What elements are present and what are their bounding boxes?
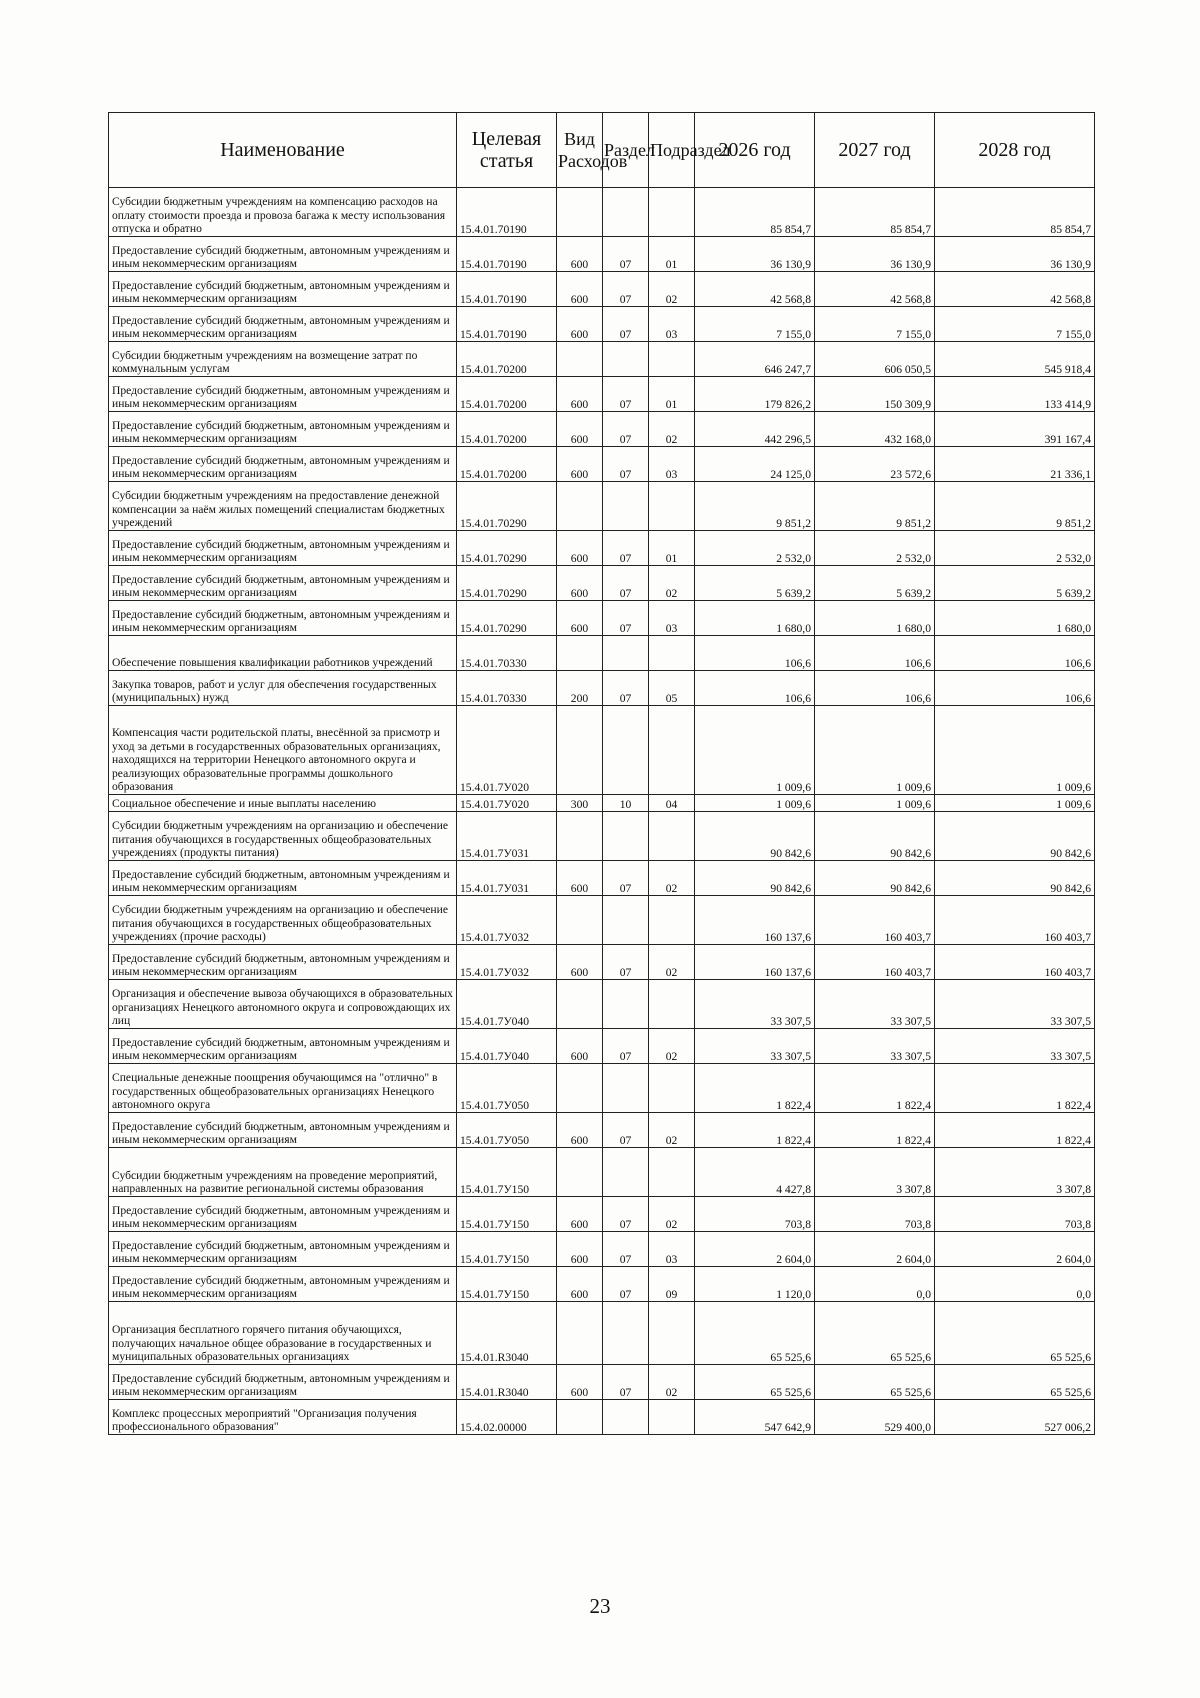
row-value-2026: 24 125,0 (695, 447, 815, 482)
row-value-2028: 160 403,7 (935, 896, 1095, 945)
row-target-article: 15.4.01.70290 (457, 531, 557, 566)
row-expense-type: 600 (557, 377, 603, 412)
row-value-2027: 160 403,7 (815, 945, 935, 980)
table-row (109, 412, 1095, 447)
table-row (109, 342, 1095, 377)
table-row (109, 1197, 1095, 1232)
row-value-2027: 5 639,2 (815, 566, 935, 601)
row-value-2027: 606 050,5 (815, 342, 935, 377)
row-name: Специальные денежные поощрения обучающимся на "отлично" в государственных общеобразовательных организациях Ненецкого автономного округа (109, 1064, 457, 1113)
row-target-article: 15.4.01.7У020 (457, 795, 557, 812)
row-value-2028: 65 525,6 (935, 1365, 1095, 1400)
row-subsection (649, 980, 695, 1029)
row-expense-type (557, 706, 603, 795)
row-subsection: 02 (649, 1365, 695, 1400)
row-value-2026: 160 137,6 (695, 896, 815, 945)
row-subsection: 03 (649, 307, 695, 342)
row-expense-type: 600 (557, 1197, 603, 1232)
table-row (109, 1232, 1095, 1267)
row-value-2026: 9 851,2 (695, 482, 815, 531)
header-expense-type: Вид Расходов (557, 113, 603, 188)
row-value-2026: 160 137,6 (695, 945, 815, 980)
row-section: 07 (603, 601, 649, 636)
row-value-2028: 21 336,1 (935, 447, 1095, 482)
row-value-2027: 7 155,0 (815, 307, 935, 342)
table-row (109, 861, 1095, 896)
row-value-2028: 1 822,4 (935, 1064, 1095, 1113)
row-expense-type (557, 1148, 603, 1197)
row-value-2026: 547 642,9 (695, 1400, 815, 1435)
row-target-article: 15.4.01.R3040 (457, 1365, 557, 1400)
row-value-2028: 3 307,8 (935, 1148, 1095, 1197)
row-subsection: 01 (649, 531, 695, 566)
budget-table (108, 112, 1095, 1435)
table-row (109, 1365, 1095, 1400)
row-value-2026: 90 842,6 (695, 861, 815, 896)
table-row (109, 1148, 1095, 1197)
row-target-article: 15.4.01.R3040 (457, 1302, 557, 1365)
row-target-article: 15.4.01.70200 (457, 447, 557, 482)
row-subsection: 05 (649, 671, 695, 706)
row-section: 07 (603, 447, 649, 482)
row-value-2027: 90 842,6 (815, 861, 935, 896)
row-expense-type: 600 (557, 861, 603, 896)
table-row (109, 1113, 1095, 1148)
row-target-article: 15.4.01.70190 (457, 237, 557, 272)
row-name: Организация и обеспечение вывоза обучающихся в образовательных организациях Ненецкого автономного округа и сопровождающих их лиц (109, 980, 457, 1029)
row-target-article: 15.4.01.7У050 (457, 1064, 557, 1113)
row-target-article: 15.4.01.70200 (457, 342, 557, 377)
row-expense-type: 600 (557, 601, 603, 636)
row-value-2028: 42 568,8 (935, 272, 1095, 307)
row-expense-type: 200 (557, 671, 603, 706)
table-row (109, 447, 1095, 482)
row-value-2027: 9 851,2 (815, 482, 935, 531)
row-value-2027: 23 572,6 (815, 447, 935, 482)
row-name: Предоставление субсидий бюджетным, автономным учреждениям и иным некоммерческим организациям (109, 377, 457, 412)
row-expense-type (557, 188, 603, 237)
row-section: 07 (603, 1029, 649, 1064)
row-expense-type: 600 (557, 566, 603, 601)
row-value-2027: 150 309,9 (815, 377, 935, 412)
row-value-2028: 545 918,4 (935, 342, 1095, 377)
row-value-2028: 1 009,6 (935, 795, 1095, 812)
table-row (109, 1400, 1095, 1435)
row-value-2028: 5 639,2 (935, 566, 1095, 601)
row-section: 07 (603, 1365, 649, 1400)
row-expense-type (557, 1400, 603, 1435)
row-target-article: 15.4.01.7У020 (457, 706, 557, 795)
row-value-2026: 33 307,5 (695, 1029, 815, 1064)
row-name: Комплекс процессных мероприятий "Организация получения профессионального образования" (109, 1400, 457, 1435)
row-value-2027: 106,6 (815, 636, 935, 671)
row-section: 07 (603, 272, 649, 307)
row-section (603, 1148, 649, 1197)
row-expense-type (557, 980, 603, 1029)
row-name: Закупка товаров, работ и услуг для обеспечения государственных (муниципальных) нужд (109, 671, 457, 706)
table-row (109, 671, 1095, 706)
row-target-article: 15.4.01.7У032 (457, 945, 557, 980)
header-subsection: Подраздел (649, 113, 695, 188)
table-row (109, 377, 1095, 412)
row-subsection (649, 636, 695, 671)
row-section: 07 (603, 377, 649, 412)
row-target-article: 15.4.01.7У150 (457, 1232, 557, 1267)
row-name: Предоставление субсидий бюджетным, автономным учреждениям и иным некоммерческим организациям (109, 1232, 457, 1267)
row-name: Организация бесплатного горячего питания обучающихся, получающих начальное общее образование в государственных и муниципальных образовательных организациях (109, 1302, 457, 1365)
row-value-2027: 3 307,8 (815, 1148, 935, 1197)
header-2026: 2026 год (695, 113, 815, 188)
row-value-2028: 391 167,4 (935, 412, 1095, 447)
row-subsection (649, 896, 695, 945)
row-section (603, 636, 649, 671)
row-subsection: 02 (649, 1197, 695, 1232)
table-row (109, 896, 1095, 945)
row-name: Социальное обеспечение и иные выплаты населению (109, 795, 457, 812)
header-2028: 2028 год (935, 113, 1095, 188)
row-value-2026: 5 639,2 (695, 566, 815, 601)
row-value-2026: 85 854,7 (695, 188, 815, 237)
row-value-2026: 106,6 (695, 671, 815, 706)
row-value-2026: 1 120,0 (695, 1267, 815, 1302)
row-value-2026: 90 842,6 (695, 812, 815, 861)
row-value-2027: 90 842,6 (815, 812, 935, 861)
row-target-article: 15.4.01.7У032 (457, 896, 557, 945)
row-value-2028: 85 854,7 (935, 188, 1095, 237)
row-target-article: 15.4.01.70190 (457, 272, 557, 307)
row-subsection (649, 1302, 695, 1365)
row-subsection: 02 (649, 272, 695, 307)
row-value-2027: 85 854,7 (815, 188, 935, 237)
table-row (109, 1064, 1095, 1113)
page-number: 23 (589, 1594, 611, 1618)
row-expense-type: 600 (557, 447, 603, 482)
row-expense-type (557, 812, 603, 861)
row-section (603, 896, 649, 945)
row-value-2027: 529 400,0 (815, 1400, 935, 1435)
row-expense-type (557, 1302, 603, 1365)
row-value-2028: 90 842,6 (935, 812, 1095, 861)
row-section: 07 (603, 1197, 649, 1232)
row-expense-type: 600 (557, 272, 603, 307)
row-section: 07 (603, 945, 649, 980)
row-subsection: 01 (649, 237, 695, 272)
row-target-article: 15.4.01.7У050 (457, 1113, 557, 1148)
row-value-2026: 42 568,8 (695, 272, 815, 307)
row-subsection: 03 (649, 1232, 695, 1267)
table-row (109, 307, 1095, 342)
row-value-2027: 33 307,5 (815, 1029, 935, 1064)
row-value-2026: 1 009,6 (695, 706, 815, 795)
row-value-2026: 1 822,4 (695, 1113, 815, 1148)
row-section: 10 (603, 795, 649, 812)
row-name: Предоставление субсидий бюджетным, автономным учреждениям и иным некоммерческим организациям (109, 861, 457, 896)
row-value-2028: 0,0 (935, 1267, 1095, 1302)
row-value-2026: 4 427,8 (695, 1148, 815, 1197)
row-expense-type: 600 (557, 1113, 603, 1148)
row-target-article: 15.4.01.70290 (457, 601, 557, 636)
row-subsection (649, 482, 695, 531)
row-value-2027: 1 009,6 (815, 706, 935, 795)
row-value-2026: 36 130,9 (695, 237, 815, 272)
row-target-article: 15.4.01.70200 (457, 412, 557, 447)
row-section: 07 (603, 412, 649, 447)
table-row (109, 980, 1095, 1029)
row-name: Предоставление субсидий бюджетным, автономным учреждениям и иным некоммерческим организациям (109, 1267, 457, 1302)
row-subsection: 04 (649, 795, 695, 812)
row-name: Предоставление субсидий бюджетным, автономным учреждениям и иным некоммерческим организациям (109, 447, 457, 482)
row-expense-type: 600 (557, 237, 603, 272)
table-row (109, 945, 1095, 980)
table-row (109, 237, 1095, 272)
row-value-2026: 2 604,0 (695, 1232, 815, 1267)
row-section: 07 (603, 237, 649, 272)
row-value-2027: 432 168,0 (815, 412, 935, 447)
header-name: Наименование (109, 113, 457, 188)
row-section: 07 (603, 1113, 649, 1148)
row-value-2026: 7 155,0 (695, 307, 815, 342)
row-name: Предоставление субсидий бюджетным, автономным учреждениям и иным некоммерческим организациям (109, 272, 457, 307)
row-target-article: 15.4.01.7У150 (457, 1197, 557, 1232)
row-value-2026: 65 525,6 (695, 1365, 815, 1400)
table-row (109, 1029, 1095, 1064)
row-subsection: 02 (649, 566, 695, 601)
row-value-2026: 179 826,2 (695, 377, 815, 412)
row-target-article: 15.4.01.7У150 (457, 1148, 557, 1197)
row-subsection (649, 1148, 695, 1197)
table-row (109, 482, 1095, 531)
row-subsection (649, 812, 695, 861)
header-section: Раздел (603, 113, 649, 188)
row-expense-type (557, 342, 603, 377)
row-value-2028: 2 532,0 (935, 531, 1095, 566)
row-section (603, 188, 649, 237)
row-value-2027: 1 009,6 (815, 795, 935, 812)
row-value-2026: 33 307,5 (695, 980, 815, 1029)
row-expense-type: 600 (557, 1365, 603, 1400)
row-value-2027: 33 307,5 (815, 980, 935, 1029)
row-subsection: 03 (649, 601, 695, 636)
table-row (109, 706, 1095, 795)
row-target-article: 15.4.01.70330 (457, 671, 557, 706)
row-value-2027: 1 822,4 (815, 1113, 935, 1148)
row-value-2026: 2 532,0 (695, 531, 815, 566)
row-expense-type: 600 (557, 1029, 603, 1064)
row-value-2027: 65 525,6 (815, 1302, 935, 1365)
row-value-2027: 0,0 (815, 1267, 935, 1302)
row-value-2028: 2 604,0 (935, 1232, 1095, 1267)
row-value-2027: 1 680,0 (815, 601, 935, 636)
row-value-2026: 1 009,6 (695, 795, 815, 812)
row-value-2028: 33 307,5 (935, 980, 1095, 1029)
row-section: 07 (603, 671, 649, 706)
row-section (603, 812, 649, 861)
row-subsection: 02 (649, 412, 695, 447)
row-name: Субсидии бюджетным учреждениям на компенсацию расходов на оплату стоимости проезда и провоза багажа к месту использования отпуска и обратно (109, 188, 457, 237)
row-section: 07 (603, 861, 649, 896)
table-row (109, 795, 1095, 812)
row-section (603, 1400, 649, 1435)
row-section (603, 706, 649, 795)
table-row (109, 1302, 1095, 1365)
row-target-article: 15.4.01.7У040 (457, 980, 557, 1029)
row-section (603, 342, 649, 377)
row-value-2027: 65 525,6 (815, 1365, 935, 1400)
table-header-row (109, 113, 1095, 188)
row-value-2027: 2 532,0 (815, 531, 935, 566)
row-value-2028: 133 414,9 (935, 377, 1095, 412)
row-subsection: 02 (649, 945, 695, 980)
row-name: Предоставление субсидий бюджетным, автономным учреждениям и иным некоммерческим организациям (109, 1365, 457, 1400)
row-subsection: 02 (649, 1113, 695, 1148)
row-expense-type: 600 (557, 945, 603, 980)
row-expense-type (557, 1064, 603, 1113)
row-section (603, 980, 649, 1029)
row-name: Компенсация части родительской платы, внесённой за присмотр и уход за детьми в государственных образовательных организациях, находящихся на территории Ненецкого автономного округа и реализующих образовательные программы дошкольного образования (109, 706, 457, 795)
header-article: Целевая статья (457, 113, 557, 188)
row-value-2028: 65 525,6 (935, 1302, 1095, 1365)
row-expense-type (557, 482, 603, 531)
table-row (109, 188, 1095, 237)
row-value-2028: 106,6 (935, 636, 1095, 671)
row-name: Субсидии бюджетным учреждениям на возмещение затрат по коммунальным услугам (109, 342, 457, 377)
row-name: Субсидии бюджетным учреждениям на проведение мероприятий, направленных на развитие региональной системы образования (109, 1148, 457, 1197)
row-expense-type: 600 (557, 1267, 603, 1302)
row-subsection (649, 188, 695, 237)
row-name: Предоставление субсидий бюджетным, автономным учреждениям и иным некоммерческим организациям (109, 945, 457, 980)
row-expense-type: 300 (557, 795, 603, 812)
row-value-2028: 9 851,2 (935, 482, 1095, 531)
row-subsection: 03 (649, 447, 695, 482)
table-row (109, 812, 1095, 861)
row-name: Обеспечение повышения квалификации работников учреждений (109, 636, 457, 671)
row-subsection: 09 (649, 1267, 695, 1302)
row-value-2028: 33 307,5 (935, 1029, 1095, 1064)
row-value-2027: 1 822,4 (815, 1064, 935, 1113)
row-target-article: 15.4.01.70290 (457, 566, 557, 601)
row-expense-type: 600 (557, 531, 603, 566)
row-name: Предоставление субсидий бюджетным, автономным учреждениям и иным некоммерческим организациям (109, 237, 457, 272)
row-target-article: 15.4.01.70330 (457, 636, 557, 671)
row-subsection (649, 1400, 695, 1435)
row-value-2027: 160 403,7 (815, 896, 935, 945)
row-section: 07 (603, 566, 649, 601)
row-name: Предоставление субсидий бюджетным, автономным учреждениям и иным некоммерческим организациям (109, 307, 457, 342)
row-name: Субсидии бюджетным учреждениям на организацию и обеспечение питания обучающихся в государственных общеобразовательных учреждениях (продукты питания) (109, 812, 457, 861)
row-value-2026: 1 680,0 (695, 601, 815, 636)
row-value-2027: 2 604,0 (815, 1232, 935, 1267)
row-target-article: 15.4.01.70200 (457, 377, 557, 412)
row-name: Предоставление субсидий бюджетным, автономным учреждениям и иным некоммерческим организациям (109, 601, 457, 636)
row-section: 07 (603, 1232, 649, 1267)
row-value-2026: 646 247,7 (695, 342, 815, 377)
row-subsection (649, 1064, 695, 1113)
row-subsection: 01 (649, 377, 695, 412)
row-name: Предоставление субсидий бюджетным, автономным учреждениям и иным некоммерческим организациям (109, 1113, 457, 1148)
row-expense-type: 600 (557, 1232, 603, 1267)
row-name: Предоставление субсидий бюджетным, автономным учреждениям и иным некоммерческим организациям (109, 1197, 457, 1232)
row-value-2028: 1 680,0 (935, 601, 1095, 636)
row-value-2026: 65 525,6 (695, 1302, 815, 1365)
table-row (109, 1267, 1095, 1302)
row-section (603, 482, 649, 531)
row-subsection: 02 (649, 861, 695, 896)
row-value-2028: 7 155,0 (935, 307, 1095, 342)
row-target-article: 15.4.01.70190 (457, 307, 557, 342)
row-name: Предоставление субсидий бюджетным, автономным учреждениям и иным некоммерческим организациям (109, 1029, 457, 1064)
row-section: 07 (603, 307, 649, 342)
row-section: 07 (603, 531, 649, 566)
row-target-article: 15.4.01.7У031 (457, 861, 557, 896)
row-subsection (649, 706, 695, 795)
row-value-2027: 106,6 (815, 671, 935, 706)
row-target-article: 15.4.02.00000 (457, 1400, 557, 1435)
row-value-2028: 36 130,9 (935, 237, 1095, 272)
table-row (109, 601, 1095, 636)
table-row (109, 566, 1095, 601)
row-name: Предоставление субсидий бюджетным, автономным учреждениям и иным некоммерческим организациям (109, 566, 457, 601)
row-value-2028: 703,8 (935, 1197, 1095, 1232)
row-value-2026: 703,8 (695, 1197, 815, 1232)
row-value-2027: 42 568,8 (815, 272, 935, 307)
row-target-article: 15.4.01.7У031 (457, 812, 557, 861)
row-value-2028: 527 006,2 (935, 1400, 1095, 1435)
row-expense-type: 600 (557, 412, 603, 447)
table-body (109, 188, 1095, 1435)
row-section: 07 (603, 1267, 649, 1302)
row-name: Предоставление субсидий бюджетным, автономным учреждениям и иным некоммерческим организациям (109, 412, 457, 447)
table-row (109, 272, 1095, 307)
row-value-2027: 36 130,9 (815, 237, 935, 272)
row-expense-type: 600 (557, 307, 603, 342)
row-target-article: 15.4.01.7У150 (457, 1267, 557, 1302)
row-section (603, 1064, 649, 1113)
row-name: Субсидии бюджетным учреждениям на предоставление денежной компенсации за наём жилых помещений специалистам бюджетных учреждений (109, 482, 457, 531)
row-target-article: 15.4.01.70190 (457, 188, 557, 237)
row-subsection: 02 (649, 1029, 695, 1064)
table-row (109, 531, 1095, 566)
row-value-2028: 1 009,6 (935, 706, 1095, 795)
table-row (109, 636, 1095, 671)
row-name: Субсидии бюджетным учреждениям на организацию и обеспечение питания обучающихся в государственных общеобразовательных учреждениях (прочие расходы) (109, 896, 457, 945)
row-value-2026: 442 296,5 (695, 412, 815, 447)
row-value-2028: 106,6 (935, 671, 1095, 706)
row-value-2028: 90 842,6 (935, 861, 1095, 896)
row-expense-type (557, 636, 603, 671)
row-value-2026: 1 822,4 (695, 1064, 815, 1113)
row-value-2026: 106,6 (695, 636, 815, 671)
row-subsection (649, 342, 695, 377)
row-value-2028: 1 822,4 (935, 1113, 1095, 1148)
row-value-2028: 160 403,7 (935, 945, 1095, 980)
row-value-2027: 703,8 (815, 1197, 935, 1232)
row-name: Предоставление субсидий бюджетным, автономным учреждениям и иным некоммерческим организациям (109, 531, 457, 566)
row-expense-type (557, 896, 603, 945)
row-target-article: 15.4.01.7У040 (457, 1029, 557, 1064)
row-target-article: 15.4.01.70290 (457, 482, 557, 531)
header-2027: 2027 год (815, 113, 935, 188)
row-section (603, 1302, 649, 1365)
